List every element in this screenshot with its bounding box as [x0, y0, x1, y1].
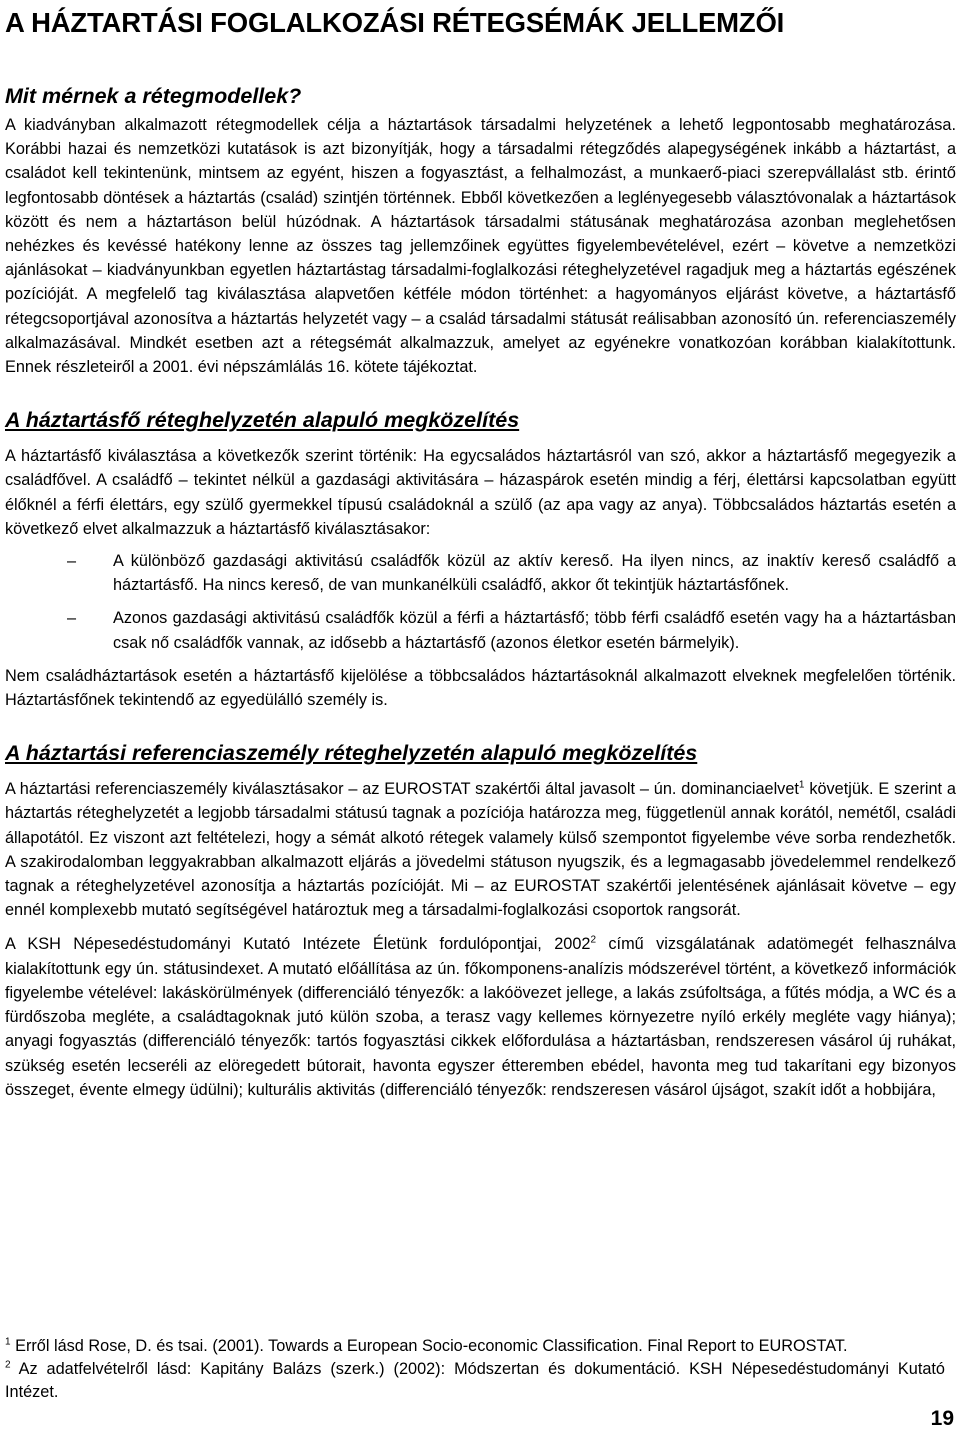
section1-bullet-list [5, 549, 956, 655]
section1-paragraph2: Nem családháztartások esetén a háztartásfő kijelölése a többcsaládos háztartásoknál alkalmazott elveknek megfelelően történik. Háztartásfőnek tekintendő az egyedülálló személy is. [5, 666, 956, 710]
section1-heading: A háztartásfő réteghelyzetén alapuló megközelítés [5, 408, 520, 433]
dash-bullet: – [67, 609, 77, 628]
p2-text-end: című vizsgálatának adatömegét felhasználva kialakítottunk egy ún. státusindexet. A mutató előállítása az ún. főkomponens-analízis módszerével történt, a következő információk figyelembe vételével: lakáskörülmények (differenciáló tényezők: a lakóövezet jellege, a lakás zsúfoltsága, a fűtés módja, a WC és a fürdőszoba megléte, a családtagoknak jutó külön szoba, a terasz vagy kellemes környezetre nyíló erkély megléte vagy hiánya); anyagi fogyasztás (differenciáló tényezők: tartós fogyasztási cikkek előfordulása a háztartásban, rendszeresen vásárol új ruhákat, szükség esetén lecseréli az elöregedett bútorait, havonta egyszer étteremben ebédel, havonta meg tud takarítani egy bizonyos összeget, évente elmegy üdülni); kulturális aktivitás (differenciáló tényezők: rendszeresen vásárol újságot, szakít időt a hobbijára, [5, 935, 956, 1099]
list-item-text: Azonos gazdasági aktivitású családfők közül a férfi a háztartásfő; több férfi családfő esetén vagy ha a háztartásban csak nő családfők vannak, az idősebb a háztartásfő (azonos életkor esetén bármelyik). [113, 609, 956, 652]
footnote-mark: 1 [5, 1336, 11, 1348]
p2-text-start: A KSH Népesedéstudományi Kutató Intézete Életünk fordulópontjai, 2002 [5, 935, 591, 954]
section1-paragraph1: A háztartásfő kiválasztása a következők szerint történik: Ha egycsaládos háztartásról van szó, akkor a háztartásfő megegyezik a családfővel. A családfő – tekintet nélkül a gazdasági aktivitására – házaspárok esetén mindig a férj, élettársi kapcsolatban együtt élőknél a férfi élettárs, egy szülő gyermekkel típusú családoknál a szülő (az apa vagy az anya). Többcsaládos háztartás esetén a következő elvet alkalmazzuk a háztartásfő kiválasztásakor: [5, 447, 956, 538]
document-page [5, 0, 956, 1102]
section2-paragraph2 [5, 932, 956, 1101]
footnote-text: Erről lásd Rose, D. és tsai. (2001). Towards a European Socio-economic Classification. Final Report to EUROSTAT. [10, 1337, 848, 1355]
footnote-mark: 2 [5, 1359, 11, 1371]
footnote-text: Az adatfelvételről lásd: Kapitány Balázs (szerk.) (2002): Módszertan és dokumentáció. KSH Népesedéstudományi Kutató Intézet. [5, 1360, 945, 1401]
footnotes [5, 1335, 945, 1404]
footnote-2 [5, 1358, 945, 1404]
section2-paragraph1 [5, 777, 956, 922]
p1-text-start: A háztartási referenciaszemély kiválasztásakor – az EUROSTAT szakértői által javasolt – ún. dominanciaelvet [5, 780, 799, 799]
intro-heading: Mit mérnek a rétegmodellek? [5, 84, 302, 108]
list-item [5, 549, 956, 597]
footnote-1 [5, 1335, 945, 1358]
footnote-ref-1[interactable]: 1 [798, 779, 805, 791]
p1-text-end: követjük. E szerint a háztartás réteghelyzetét a legjobb társadalmi státusú tagnak a pozíciója határozza meg, függetlenül annak korától, nemétől, családi állapotától. Ez viszont azt feltételezi, hogy a sémát alkotó rétegek valamely külső szempontot figyelembe véve sorba rendezhetők. A szakirodalomban leggyakrabban alkalmazott eljárás a jövedelmi státuson nyugszik, és a legmagasabb jövedelemmel rendelkező tagnak a réteghelyzetével azonosítja a háztartás pozícióját. Mi – az EUROSTAT szakértői jelentésének ajánlásait követve – egy ennél komplexebb mutató segítségével határoztuk meg a társadalmi-foglalkozási csoportok rangsorát. [5, 780, 956, 920]
intro-paragraph: A kiadványban alkalmazott rétegmodellek célja a háztartások társadalmi helyzetének a lehető legpontosabb meghatározása. Korábbi hazai és nemzetközi kutatások is azt bizonyítják, hogy a társadalmi rétegződés alapegységének inkább a háztartást, a családot kell tekintenünk, mintsem az egyént, hiszen a fogyasztást, a felhalmozást, a munkaerő-piaci szerepvállalást stb. érintő legfontosabb döntések a háztartás (család) szintjén történnek. Ebből következően a leglényegesebb választóvonalak a háztartások között és nem a háztartáson belül húzódnak. A háztartások társadalmi státusának meghatározása azonban meglehetősen nehézkes és kevéssé hatékony lenne az összes tag jellemzőinek együttes figyelembevételével, ezért – követve a nemzetközi ajánlásokat – kiadványunkban egyetlen háztartástag társadalmi-foglalkozási réteghelyzetével ragadjuk meg a háztartás egészének pozícióját. A megfelelő tag kiválasztása alapvetően kétféle módon történhet: a hagyományos eljárást követve, a háztartásfő rétegcsoportjával azonosítva a háztartás helyzetét vagy – a család társadalmi státusát reálisabban azonosító ún. referenciaszemély alkalmazásával. Mindkét esetben azt a rétegsémát alkalmazzuk, amelyet az egyénekre vonatkozóan korábban kialakítottunk. Ennek részleteiről a 2001. évi népszámlálás 16. kötete tájékoztat. [5, 116, 956, 377]
dash-bullet: – [67, 552, 77, 571]
footnote-ref-2[interactable]: 2 [590, 935, 597, 947]
page-number: 19 [930, 1407, 954, 1430]
section2-heading: A háztartási referenciaszemély réteghelyzetén alapuló megközelítés [5, 741, 698, 766]
page-title: A HÁZTARTÁSI FOGLALKOZÁSI RÉTEGSÉMÁK JELLEMZŐI [5, 7, 785, 38]
list-item [5, 606, 956, 654]
list-item-text: A különböző gazdasági aktivitású családfők közül az aktív kereső. Ha ilyen nincs, az inaktív kereső családfő a háztartásfő. Ha nincs kereső, de van munkanélküli családfő, akkor őt tekintjük háztartásfőnek. [113, 552, 956, 595]
